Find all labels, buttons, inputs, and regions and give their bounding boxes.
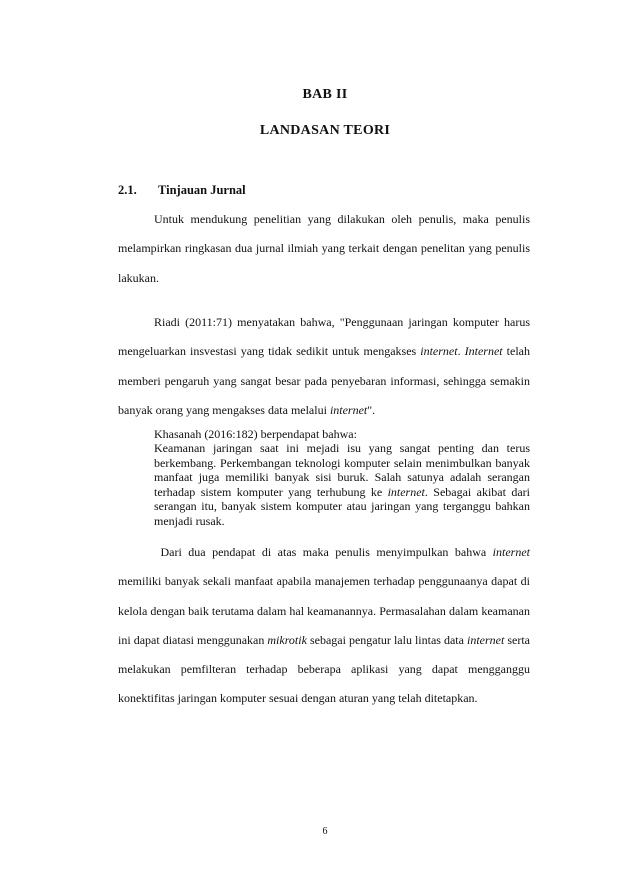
paragraph-riadi-italic-3: internet	[329, 402, 368, 417]
paragraph-conclusion-text-3: sebagai pengatur lalu lintas data	[306, 632, 467, 647]
paragraph-riadi-italic-2: Internet	[464, 344, 503, 359]
chapter-title: LANDASAN TEORI	[259, 123, 391, 138]
block-quote-text-1: Keamanan jaringan saat ini mejadi isu yang sangat penting dan terus berkembang. Perkembangan teknologi komputer selain menimbulkan banyak manfaat juga memiliki banyak sisi buruk. Salah satunya adalah serangan terhadap sistem komputer yang terhubung ke	[154, 441, 530, 499]
paragraph-riadi-text-3: telah memberi pengaruh yang sangat besar pada penyebaran informasi, sehingga semakin banyak orang yang mengakses data melalui	[118, 344, 531, 417]
paragraph-intro-text: Untuk mendukung penelitian yang dilakukan oleh penulis, maka penulis melampirkan ringkasan dua jurnal ilmiah yang terkait dengan penelitan yang penulis lakukan.	[118, 212, 530, 285]
section-number: 2.1.	[118, 183, 137, 197]
paragraph-conclusion-italic-2: mikrotik	[267, 632, 307, 647]
paragraph-conclusion-text-2: memiliki banyak sekali manfaat apabila manajemen terhadap penggunaanya dapat di kelola dengan baik terutama dalam hal keamanannya. Permasalahan dalam keamanan ini dapat diatasi menggunakan	[118, 574, 530, 647]
paragraph-conclusion-text-1: Dari dua pendapat di atas maka penulis menyimpulkan bahwa	[154, 545, 493, 559]
block-quote	[154, 441, 530, 528]
page-number: 6	[322, 826, 328, 837]
paragraph-intro	[118, 205, 530, 293]
paragraph-riadi-italic-1: internet	[420, 344, 458, 359]
paragraph-riadi-text-4: ".	[367, 402, 376, 417]
section-title: Tinjauan Jurnal	[158, 183, 246, 197]
paragraph-riadi	[118, 308, 530, 425]
paragraph-conclusion-text-4: serta melakukan pemfilteran terhadap beberapa aplikasi yang dapat mengganggu konektifitas jaringan komputer sesuai dengan aturan yang telah ditetapkan.	[118, 632, 531, 706]
chapter-heading: BAB II	[302, 87, 348, 102]
paragraph-riadi-text-1: Riadi (2011:71) menyatakan bahwa, "Penggunaan jaringan komputer harus mengeluarkan insvestasi yang tidak sedikit untuk mengakses	[118, 315, 530, 359]
paragraph-riadi-text-2: .	[457, 344, 465, 359]
block-quote-italic-1: internet	[387, 484, 425, 499]
section-heading	[118, 183, 246, 198]
paragraph-conclusion-italic-1: internet	[492, 545, 530, 559]
paragraph-conclusion	[118, 538, 530, 714]
quote-intro: Khasanah (2016:182) berpendapat bahwa:	[154, 427, 357, 441]
paragraph-conclusion-italic-3: internet	[467, 632, 505, 647]
block-quote-text-2: . Sebagai akibat dari serangan itu, banyak sistem komputer atau jaringan yang terganggu bahkan menjadi rusak.	[154, 484, 530, 528]
